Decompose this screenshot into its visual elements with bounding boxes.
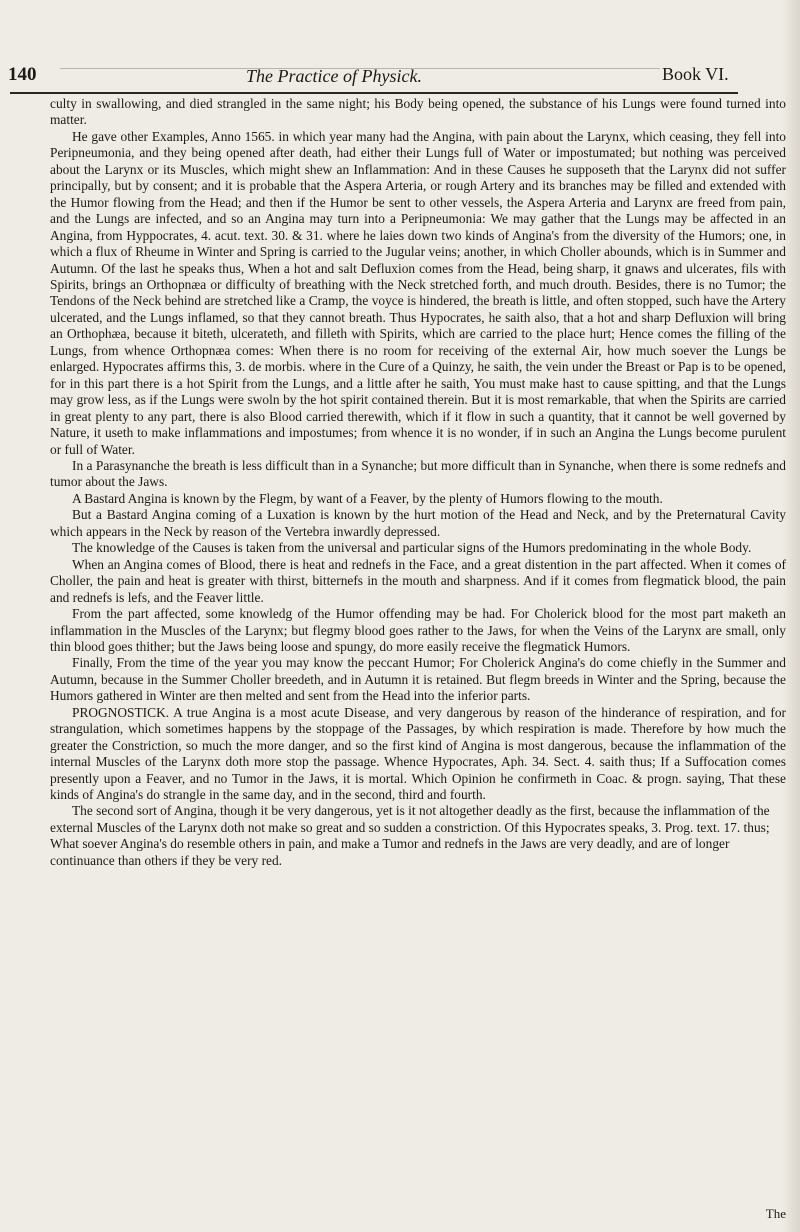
page-body [50, 96, 786, 869]
paragraph: Finally, From the time of the year you may know the peccant Humor; For Cholerick Angina's do come chiefly in the Summer and Autumn, because in the Summer Choller breedeth, and in Autumn it is retained. But flegm breeds in Winter and the Spring, because the Humors gathered in Winter are then melted and sent from the Head into the inferior parts. [50, 655, 786, 704]
catchword: The [765, 1206, 786, 1221]
paragraph: But a Bastard Angina coming of a Luxation is known by the hurt motion of the Head and Neck, and by the Preternatural Cavity which appears in the Neck by reason of the Vertebra inwardly depressed. [50, 507, 786, 539]
running-title: The Practice of Physick. [246, 66, 422, 86]
book-label: Book VI. [662, 64, 729, 84]
paragraph: In a Parasynanche the breath is less difficult than in a Synanche; but more difficult than in Synanche, when there is some rednefs and tumor about the Jaws. [50, 457, 786, 490]
paragraph: The second sort of Angina, though it be very dangerous, yet is it not altogether deadly as the first, because the inflammation of the external Muscles of the Larynx doth not make so great and so sudden a constriction. Of this Hypocrates speaks, 3. Prog. text. 17. thus; What soever Angina's do resemble others in pain, and make a Tumor and rednefs in the Jaws are very deadly, and are of longer continuance than others if they be very red. [50, 803, 770, 868]
paragraph: When an Angina comes of Blood, there is heat and rednefs in the Face, and a great distention in the part affected. When it comes of Choller, the pain and heat is greater with thirst, bitternefs in the mouth and sharpness. And if it comes from flegmatick blood, the pain and rednefs is lefs, and the Feaver little. [50, 556, 786, 605]
paragraph: From the part affected, some knowledg of the Humor offending may be had. For Cholerick blood for the most part maketh an inflammation in the Muscles of the Larynx; but flegmy blood goes rather to the Jaws, for when the Veins of the Larynx are small, only thin blood goes thither; but the Jaws being loose and spungy, do more easily receive the flegmatick Humors. [50, 606, 786, 654]
header-rule [10, 92, 738, 94]
paragraph: The knowledge of the Causes is taken from the universal and particular signs of the Humors predominating in the whole Body. [72, 540, 752, 556]
paragraph: He gave other Examples, Anno 1565. in which year many had the Angina, with pain about the Larynx, which ceasing, they fell into Peripneumonia, and they being opened after death, had either their Lungs full of Water or impostumated; but nothing was perceived about the Larynx or its Muscles, which might shew an Inflammation: And in these Causes he supposeth that the Larynx did not suffer principally, but by consent; and it is probable that the Aspera Arteria, or rough Artery and its branches may be filled and extended with the Humor flowing from the Head; and then if the Humor be sent to other vessels, the Aspera Arteria and Larynx are freed from pain, and the Lungs are infected, and so an Angina may turn into a Peripneumonia: We may gather that the Lungs may be affected in an Angina, from Hyppocrates, 4. acut. text. 30. & 31. where he laies down two kinds of Angina's from the diversity of the Humors; one, in which a flux of Rheume in Winter and Spring is carried to the Jugular veins; another, in which Choller abounds, which is in Summer and Autumn. Of the last he speaks thus, When a hot and salt Defluxion comes from the Head, being sharp, it gnaws and ulcerates, fils with Spirits, brings an Orthopnæa or difficulty of breathing with the Neck stretched forth, and much drouth. Besides, there is no Tumor; the Tendons of the Neck behind are stretched like a Cramp, the voyce is hindered, the breath is little, and often stopped, such have the Artery ulcerated, and the Lungs inflamed, so that they cannot breath. Thus Hypocrates, he saith also, that a hot and sharp Defluxion will bring an Orthophæa, because it biteth, ulcerateth, and filleth with Spirits, which are carried to the place hurt; Hence comes the filling of the Lungs, from whence Orthopnæa comes: When there is no room for receiving of the external Air, how much soever the Lungs be enlarged. Hypocrates affirms this, 3. de morbis. where in the Cure of a Quinzy, he saith, the vein under the Breast or Pap is to be opened, for in this part there is a hot Spirit from the Lungs, and a little after he saith, You must make hast to cause spitting, and that the Lungs may grow less, as if the Lungs were swoln by the hot spirit contained therein. But it is most remarkable, that when the Spirits are carried in great plenty to any part, there is also Blood carried therewith, which if it flow in such a quantity, that it cannot be well governed by Nature, it useth to make inflammations and impostumes; from whence it is no wonder, if in such an Angina the Lungs become purulent or full of Water. [50, 128, 786, 457]
paragraph: A Bastard Angina is known by the Flegm, by want of a Feaver, by the plenty of Humors flowing to the mouth. [72, 490, 663, 506]
paragraph: PROGNOSTICK. A true Angina is a most acute Disease, and very dangerous by reason of the hinderance of respiration, and for strangulation, which sometimes happens by the stoppage of the Passages, by which respiration is made. Therefore by how much the greater the Constriction, so much the more danger, and so the first kind of Angina is most dangerous, because the inflammation of the internal Muscles of the Larynx doth more stop the passage. Whence Hypocrates, Aph. 34. Sect. 4. saith thus; If a Suffocation comes presently upon a Feaver, and no Tumor in the Jaws, it is mortal. Which Opinion he confirmeth in Coac. & progn. saying, That these kinds of Angina's do strangle in the same day, and in the second, third and fourth. [50, 704, 786, 803]
page-number: 140 [8, 64, 37, 85]
paragraph: culty in swallowing, and died strangled in the same night; his Body being opened, the substance of his Lungs were found turned into matter. [50, 96, 786, 128]
